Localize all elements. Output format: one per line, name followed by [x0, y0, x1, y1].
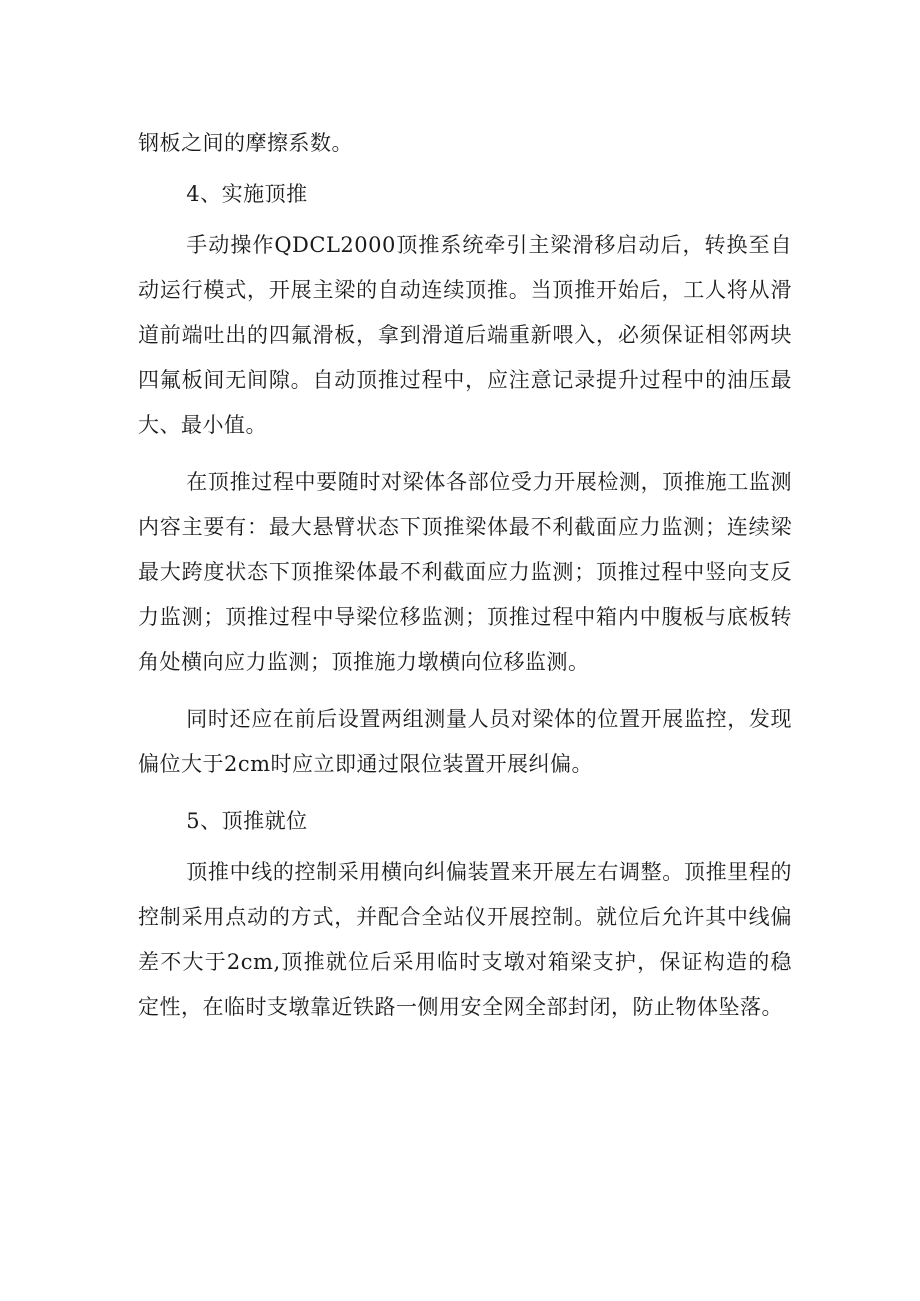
section-heading-4: 4、实施顶推	[186, 182, 308, 206]
body-paragraph: 手动操作QDCL2000顶推系统牵引主梁滑移启动后，转换至自动运行模式，开展主梁的自动连续顶推。当顶推开始后，工人将从滑道前端吐出的四氟滑板，拿到滑道后端重新喂入，必须保证相邻两块四氟板间无间隙。自动顶推过程中，应注意记录提升过程中的油压最大、最小值。	[138, 233, 792, 437]
section-heading-5: 5、顶推就位	[186, 809, 308, 833]
body-paragraph: 在顶推过程中要随时对梁体各部位受力开展检测，顶推施工监测内容主要有：最大悬臂状态下顶推梁体最不利截面应力监测；连续梁最大跨度状态下顶推梁体最不利截面应力监测；顶推过程中竖向支反力监测；顶推过程中导梁位移监测；顶推过程中箱内中腹板与底板转角处横向应力监测；顶推施力墩横向位移监测。	[138, 470, 792, 674]
body-paragraph: 顶推中线的控制采用横向纠偏装置来开展左右调整。顶推里程的控制采用点动的方式，并配合全站仪开展控制。就位后允许其中线偏差不大于2cm,顶推就位后采用临时支墩对箱梁支护，保证构造的稳定性，在临时支墩靠近铁路一侧用安全网全部封闭，防止物体坠落。	[138, 860, 792, 1019]
document-body	[138, 121, 792, 1042]
continuation-paragraph: 钢板之间的摩擦系数。	[138, 131, 353, 155]
body-paragraph: 同时还应在前后设置两组测量人员对梁体的位置开展监控，发现偏位大于2cm时应立即通过限位装置开展纠偏。	[138, 707, 792, 776]
